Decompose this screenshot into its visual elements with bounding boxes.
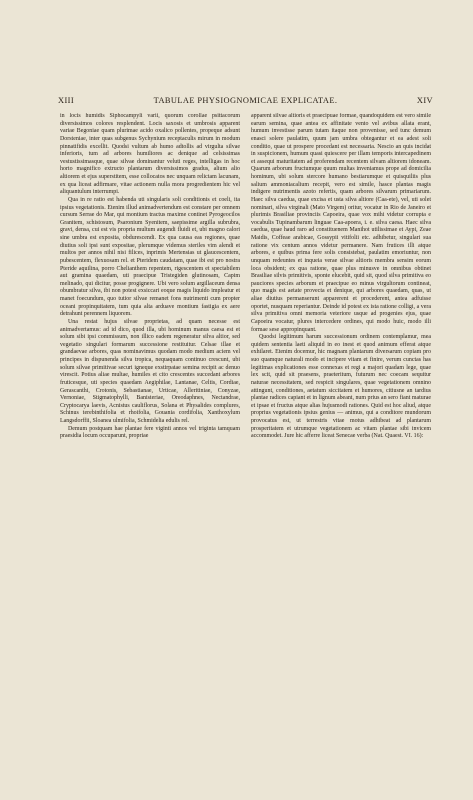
left-text-column [60, 113, 240, 733]
paragraph: Qua in re ratio est habenda uti singularis soli conditionis et coeli, ita ipsius vegetationis. Etenim illud animadvertendum est constare per omnem cursum Serrae do Mar, qui montium tractus maxime continet Pyrogeocilos Granitem, schistosum, Psaronium Syenitem, saepissime argilla subrubra, gravi, densa, cui est vis propria multum augendi fluidi et, ubi magno calori sine umbra est exposita, obdurescendi. Ex qua causa eas regiones, quae diutius soli ipsi sunt expositae, plerumque videmus steriles vim alendi et multos per annos nihil nisi filices, inprimis Mertensias ut glaucescentem, pubescentem, flexuosam rel. et Pteridem caudatam, quae ibi est pro nostra Pteride aquilina, porro Chelianthem repentem, rigescentem et spectabilem aut gramina quaedam, uti praecipue Tristegiden glutinosam, Capim melinado, qui dicitur, posse progignere. Ubi vero solum argillaceum densa obumbratur silva, ibi non potest exsiccari eoque magis liquido impleatur et manet foecundum, quo tutior silvae remanet fons nutrimenti cum propter oceani propinquitatem, tum quia alta arduave montium fastigia ex aere detrahunt perennem liquorem. [60, 196, 240, 318]
paragraph: Quodsi legitimum harum successionum ordinem contemplamur, mea quidem sententia laeti aliquid in eo inest et quod animum efferat atque exhilaret. Etenim docemur, hic magnam plantarum diversarum copiam pro suo quamque naturali modo et incipere vitam et finire, verum cunctas has legitimas explicationes esse connexas et regi a majori quadam lege, quae lex scit, quid sit praesens, praeteritum, futurum nec coecam sequitur naturae necessitatem, sed respicit singulares, quae vegetationem omnino attingunt, conditiones, aetatum siccitatem et humores, citiusne an tardius plantae radices capiant et in lignum abeant, num prius an sero fiant maturae et ipsae et fructus atque alias hujusmodi rationes. Quid est hoc aliud, atque proprius vegetationis ipsius genius — animus, qui a conditore mundorum provocatus est, ut terrestris vitae motus adhibeat ad plantarum prosperitatem et utrumque vegetationem ac vitam plantae sibi invicem accommodet. Jure hic afferre liceat Senecae verba (Nat. Quaest. VI. 16): [251, 334, 431, 440]
running-title: TABULAE PHYSIOGNOMICAE EXPLICATAE. [153, 96, 338, 105]
page-header [58, 96, 433, 108]
paragraph: apparent silvae altioris et praecipuae formae, quandoquidem est vero simile earum semina, quae antea ex affinitate vento vel avibus allata erant, humum investisse parum tutam itaque non provenisse, sed tunc demum enasci solere paulatim, quum jam umbra obtegantur et ea adest soli conditio, quae ut prospere procedant est necessaria. Nescio an quis incidat in suspicionem, humum quasi quiescere per illam temporis intercapedinem et assequi maturitatem ad proferendam recentem silvam altiorem idoneam. Quarum arborum fructumque quum multas inveniamus prope ad domicilia hominum, ubi solum stercore humano bestiarumque et quisquiliis plus salium ammoniacalium recepit, vero est simile, hasce plantas magis indigere nutrimentis azoto refertis, quam arbores silvarum primariarum. Haec silva caedua, quae excisa et usta silva altiore (Caa-ete), vel, uti solet nominari, silva virginali (Mato Virgem) oritur, vocatur in Rio de Janeiro et plurimis Brasiliae provinciis Capoeira, quae vox mihi videtur corrupta e vocabulis Tupinambarum linguae Caa-apoera, i. e. silva caesa. Haec silva caedua, quae haud raro ad constituenem Manihot utilissimae et Aypi, Zeae Maidis, Coffeae arabicae, Gossypii vitifolii etc. adhibetur, singulari sua ratione vix centum annos videtur permanere. Nam frutices illi atque arbores, e quibus prima fere solis consistebat, paulatim emoriuntur, non unquam redeuntes et inqueia verae silvae altioris membra sensim eorum loca obsident; ex qua ratione, quae plus minusve in omnibus obtinet Brasiliae silvis primitivis, sponte elucebit, quid sit, quod silva primitiva eo pauciores species arborum et praecipue eo minus virgultorum contineat, quo magis est aetate provecta et denique, qui arbores quaedam, quas, ut aliae diutius permanserunt apparerent et procederent, antea adfuisse oportet, nusquam reperiantur. Deinde id potest ex ista ratione colligi, a vera silva primitiva omni memoria veteriore usque ad progenies ejus, quae Capoeira vocatur, plures intercedere ordines, qui modo huic, modo illi formae sese appropinquant. [251, 113, 431, 333]
page-number-right: XIV [416, 96, 433, 105]
paragraph: Demum postquam hae plantae fere viginti annos vel triginta tamquam praesidia locum occuparunt, propriae [60, 425, 240, 440]
right-text-column [251, 113, 431, 733]
page-number-left: XIII [58, 96, 75, 105]
paragraph: Una restat hujus silvae proprietas, ad quam necesse est animadvertamus: ad id dico, quod illa, ubi hominum manus caesa est et solum sibi ipsi commissum, non illico eadem regeneratur silva altior, sed vegetatio singulari formarum successione restituitur. Celsae illae et grandaevae arbores, quas nominavimus quodam modo medium aciem vel principes in dispunenda silva tropica, nequaquam continuo crescunt, ubi solum silvae primitivae securi igneque exstirpatae semina recipit ac denuo virescit. Potius aliae multae, humiles et cito crescentes succedant arbores fruticesque, uti species quaedam Aegiphilae, Lantanae, Celtis, Cordiae, Gerascanthi, Crotonis, Sebastianae, Urticae, Alleritiniae, Conyzae, Vernoniae, Stigmatophylli, Banisteriae, Oreodaphnes, Nectandrae, Cryptocarya laevis, Acnistus cauliflorus, Solana et Physalides complures, Schinus terebinthifolia et rhoifolia, Gouania cordifolia, Xanthoxylum Langsdorffii, Sloanea ulmifolia, Schmidelia edulis rel. [60, 318, 240, 424]
paragraph: in locis humidis Siphocampyli varii, quorum corollae psittacorum diversissimos colores resplendent. Locis saxosis et umbrosis apparent variae Begoniae quam plurimae acido oxalico pollentes, propeque adsunt Dorsteniae, inter quas subgenus Sychynium receptaculis mirum in modum pinnatifidis excellit. Quodsi vultum ab humo adtollis ad virgulta silvae inferioris, tum ad arbores humiliores ac denique ad celsissimas vestustissimasque, quae silvae dominantur veluti reges, intelligas in hoc horto magnifico extructo plantarum diversissimos gradus, alium alio altiorem et ejus superstitem, esse collocatos nec unquam relictam lacunam, ex qua liceat adfirmare, vitae actionem nulla mora progredientem hic vel aliquantulum interrumpi. [60, 113, 240, 196]
